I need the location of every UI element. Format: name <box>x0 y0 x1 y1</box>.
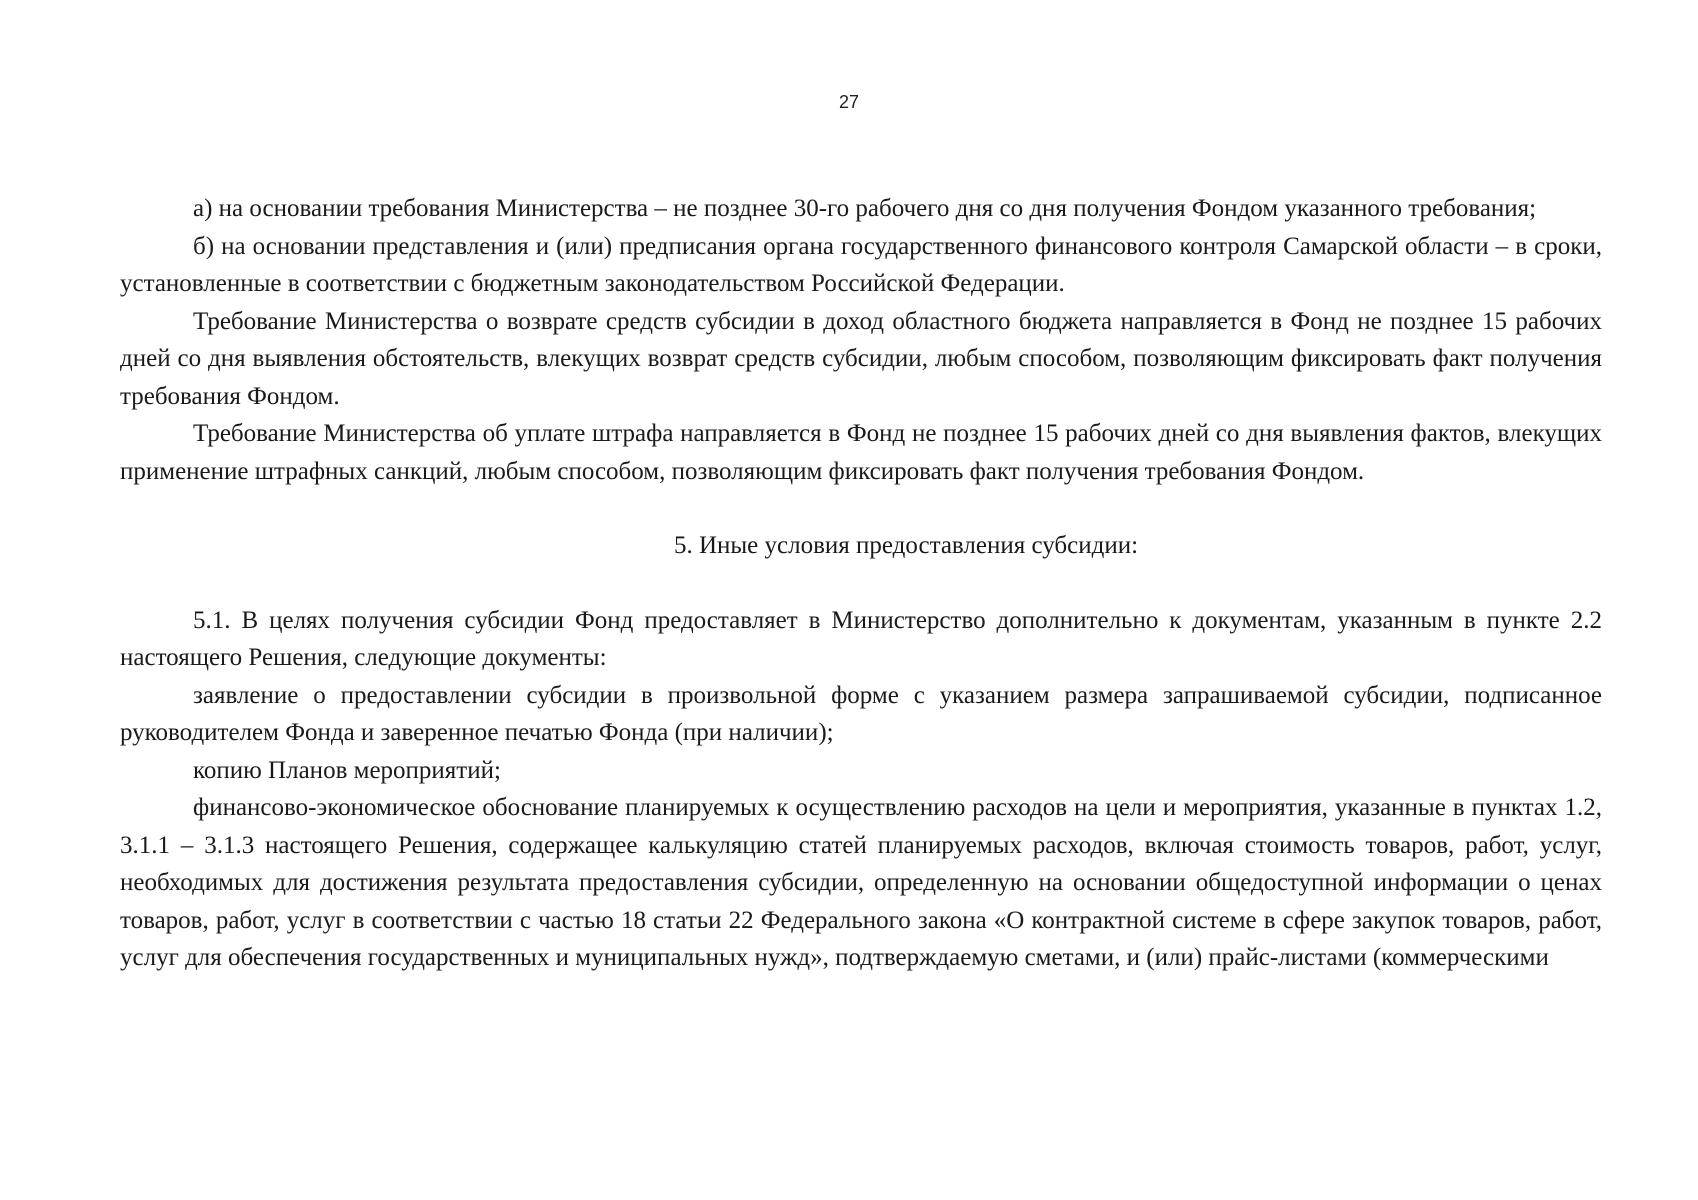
paragraph-refund-requirement: Требование Министерства о возврате средств субсидии в доход областного бюджета направляется в Фонд не позднее 15 рабочих дней со дня выявления обстоятельств, влекущих возврат средств субсидии, любым способом, позволяющим фиксировать факт получения требования Фондом. <box>120 307 1602 410</box>
paragraph-financial-justification: финансово-экономическое обоснование планируемых к осуществлению расходов на цели и мероприятия, указанные в пунктах 1.2, 3.1.1 – 3.1.3 настоящего Решения, содержащее калькуляцию статей планируемых расходов, включая стоимость товаров, работ, услуг, необходимых для достижения результата предоставления субсидии, определенную на основании общедоступной информации о ценах товаров, работ, услуг в соответствии с частью 18 статьи 22 Федерального закона «О контрактной системе в сфере закупок товаров, работ, услуг для обеспечения государственных и муниципальных нужд», подтверждаемую сметами, и (или) прайс-листами (коммерческими <box>120 794 1602 971</box>
document-body <box>120 190 1602 977</box>
paragraph-b: б) на основании представления и (или) предписания органа государственного финансового контроля Самарской области – в сроки, установленные в соответствии с бюджетным законодательством Российской Федерации. <box>120 232 1602 297</box>
page-number: 27 <box>838 92 860 112</box>
paragraph-a: а) на основании требования Министерства – не позднее 30-го рабочего дня со дня получения Фондом указанного требования; <box>193 195 1537 222</box>
paragraph-5-1: 5.1. В целях получения субсидии Фонд предоставляет в Министерство дополнительно к документам, указанным в пункте 2.2 настоящего Решения, следующие документы: <box>120 606 1602 671</box>
paragraph-plans-copy: копию Планов мероприятий; <box>193 756 501 784</box>
paragraph-application: заявление о предоставлении субсидии в произвольной форме с указанием размера запрашиваемой субсидии, подписанное руководителем Фонда и заверенное печатью Фонда (при наличии); <box>120 681 1602 746</box>
section-heading: 5. Иные условия предоставления субсидии: <box>673 532 1139 559</box>
paragraph-fine-requirement: Требование Министерства об уплате штрафа направляется в Фонд не позднее 15 рабочих дней со дня выявления фактов, влекущих применение штрафных санкций, любым способом, позволяющим фиксировать факт получения требования Фондом. <box>120 420 1602 485</box>
